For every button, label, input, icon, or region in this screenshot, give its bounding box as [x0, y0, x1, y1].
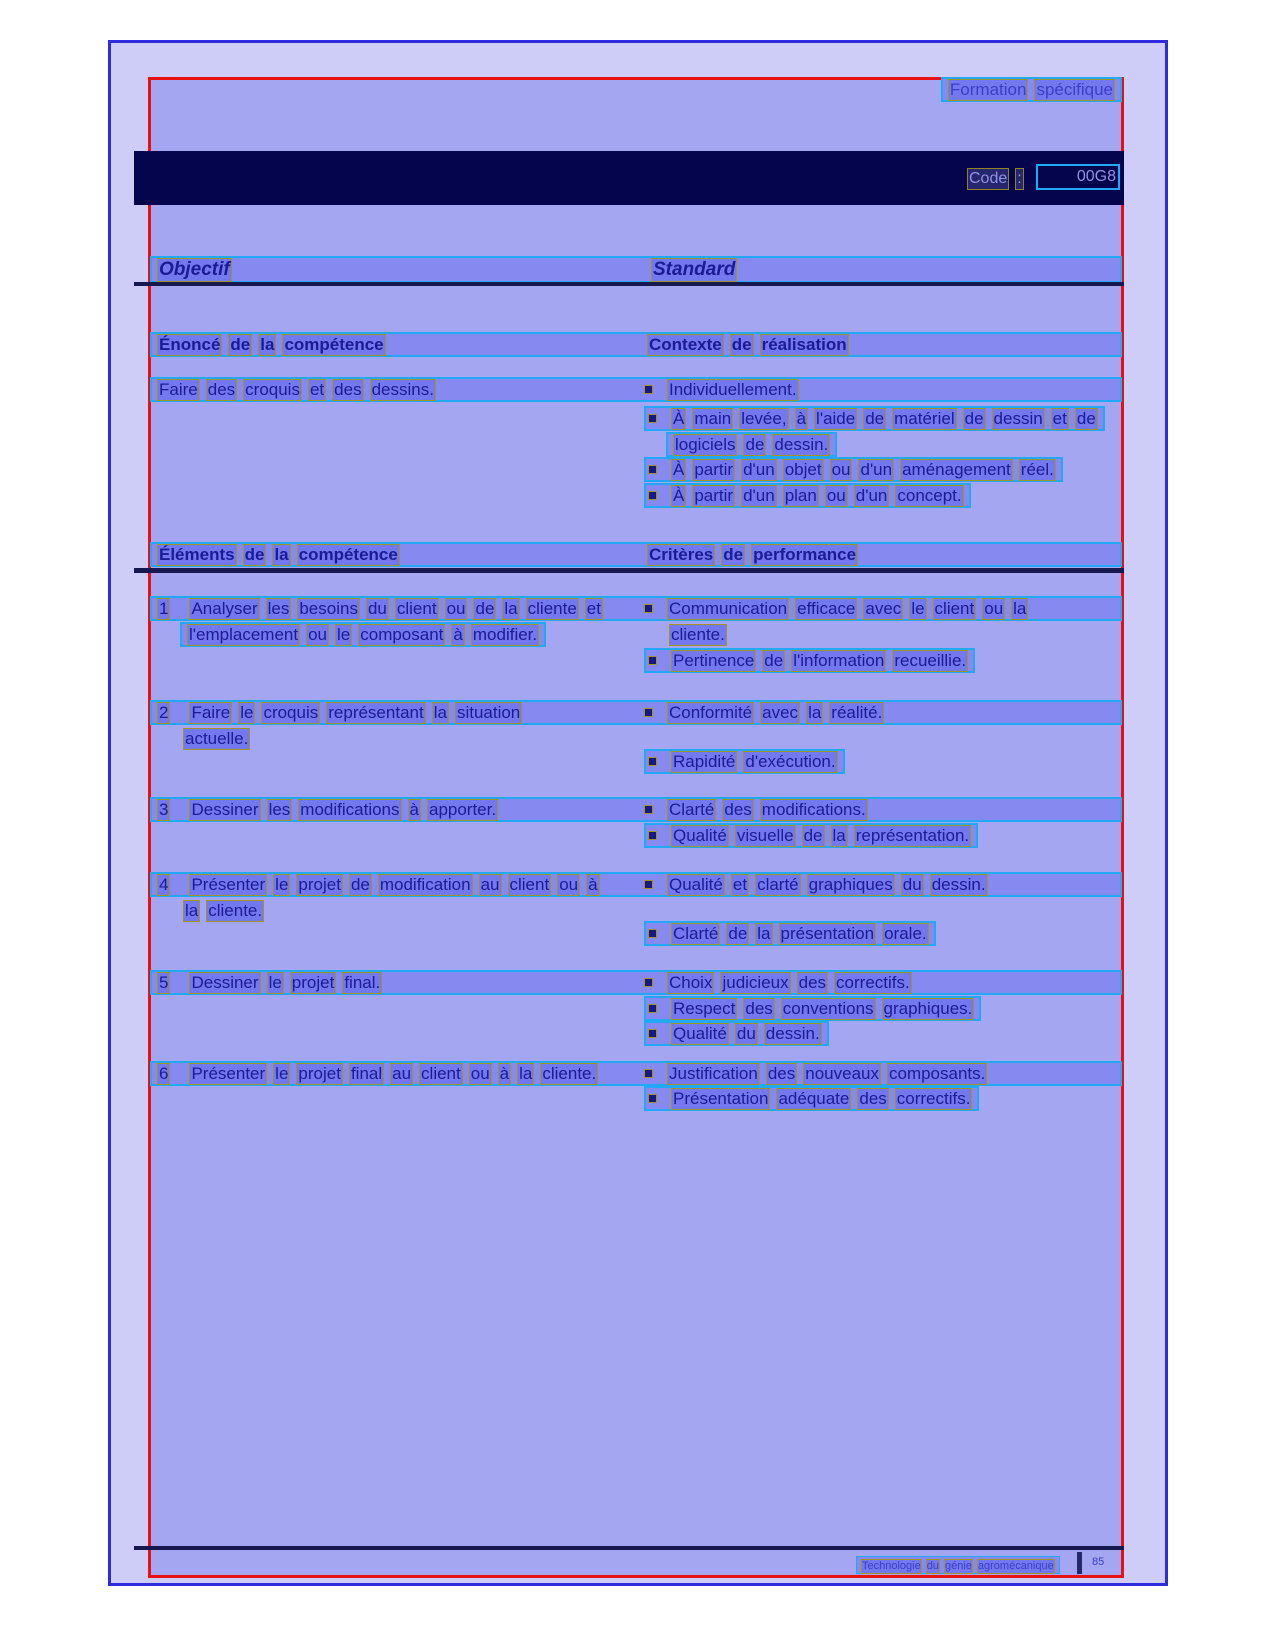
criteria-1-1: Communication efficace avec le client ou la: [644, 598, 1031, 620]
element-3-text: 3 Dessiner les modifications à apporter.: [159, 799, 497, 819]
criteria-2-1: Conformité avec la réalité.: [644, 702, 887, 724]
bullet-icon: [648, 414, 657, 423]
elements-divider-rule: [134, 568, 1124, 573]
enonce-header-row: [150, 332, 1122, 357]
element-5-text: 5 Dessiner le projet final.: [159, 972, 381, 992]
table-header-row: [150, 256, 1122, 283]
elements-header-row: [150, 542, 1122, 567]
element-row-4: [150, 872, 1122, 897]
footer-rule: [134, 1546, 1124, 1550]
code-separator: :: [1015, 168, 1023, 190]
bullet-icon: [648, 831, 657, 840]
bullet-icon: [644, 385, 653, 394]
program-label-text: Formation spécifique: [949, 79, 1113, 99]
bullet-icon: [648, 929, 657, 938]
criteria-4-1: Qualité et clarté graphiques du dessin.: [644, 874, 991, 896]
bullet-icon: [648, 1029, 657, 1038]
contexte-bullet-3: À partir d'un objet ou d'un aménagement réel.: [644, 457, 1063, 482]
code-value-text: 00G8: [1076, 168, 1116, 185]
header-divider-rule: [134, 282, 1124, 286]
bullet-icon: [644, 880, 653, 889]
bullet-icon: [648, 757, 657, 766]
code-value-box: [1036, 164, 1120, 190]
standard-header: Standard: [653, 258, 736, 280]
criteres-header: Critères de performance: [649, 544, 857, 564]
bullet-icon: [648, 1004, 657, 1013]
criteria-6-2: Présentation adéquate des correctifs.: [644, 1086, 979, 1111]
element-1-text-wrap: l'emplacement ou le composant à modifier.: [180, 622, 546, 647]
bullet-icon: [644, 1069, 653, 1078]
criteria-1-1-wrap: cliente.: [671, 624, 725, 644]
criteria-2-2: Rapidité d'exécution.: [644, 749, 845, 774]
criteria-4-2: Clarté de la présentation orale.: [644, 921, 936, 946]
element-4-text-wrap: la cliente.: [185, 900, 263, 920]
contexte-bullet-4: À partir d'un plan ou d'un concept.: [644, 483, 971, 508]
bullet-icon: [648, 656, 657, 665]
criteria-6-1: Justification des nouveaux composants.: [644, 1063, 990, 1085]
bullet-icon: [644, 708, 653, 717]
enonce-header: Énoncé de la compétence: [159, 334, 384, 354]
element-row-2: [150, 700, 1122, 725]
criteria-1-2: Pertinence de l'information recueillie.: [644, 648, 975, 673]
bullet-icon: [648, 491, 657, 500]
criteria-5-2: Respect des conventions graphiques.: [644, 996, 981, 1021]
element-row-5: [150, 970, 1122, 995]
criteria-5-1: Choix judicieux des correctifs.: [644, 972, 915, 994]
contexte-bullet-2: À main levée, à l'aide de matériel de dessin et de: [644, 406, 1105, 431]
contexte-bullet-2-wrap: logiciels de dessin.: [666, 432, 837, 457]
elements-header: Éléments de la compétence: [159, 544, 398, 564]
contexte-bullet-1: Individuellement.: [644, 379, 802, 401]
element-6-text: 6 Présenter le projet final au client ou à la cliente.: [159, 1063, 597, 1083]
element-2-text: 2 Faire le croquis représentant la situation: [159, 702, 521, 722]
objectif-header: Objectif: [159, 258, 230, 280]
bullet-icon: [648, 465, 657, 474]
element-1-text: 1 Analyser les besoins du client ou de la cliente et: [159, 598, 601, 618]
footer-label: Technologie du génie agromécanique: [856, 1556, 1060, 1574]
element-2-text-wrap: actuelle.: [185, 728, 249, 748]
code-label-text: Code: [967, 168, 1009, 190]
page-number: 85: [1092, 1556, 1105, 1568]
program-label: [941, 77, 1122, 102]
criteria-5-3: Qualité du dessin.: [644, 1021, 829, 1046]
competence-statement: Faire des croquis et des dessins.: [159, 379, 434, 399]
bullet-icon: [644, 805, 653, 814]
element-4-text: 4 Présenter le projet de modification au client ou à: [159, 874, 598, 894]
element-row-3: [150, 797, 1122, 822]
bullet-icon: [648, 1094, 657, 1103]
criteria-3-1: Clarté des modifications.: [644, 799, 871, 821]
bullet-icon: [644, 978, 653, 987]
code-label: [964, 166, 1027, 191]
criteria-3-2: Qualité visuelle de la représentation.: [644, 823, 978, 848]
cursor-mark: [1077, 1552, 1082, 1574]
element-row-1: [150, 596, 1122, 621]
element-row-6: [150, 1061, 1122, 1086]
bullet-icon: [644, 604, 653, 613]
competence-row: [150, 377, 1122, 402]
contexte-header: Contexte de réalisation: [649, 334, 847, 354]
